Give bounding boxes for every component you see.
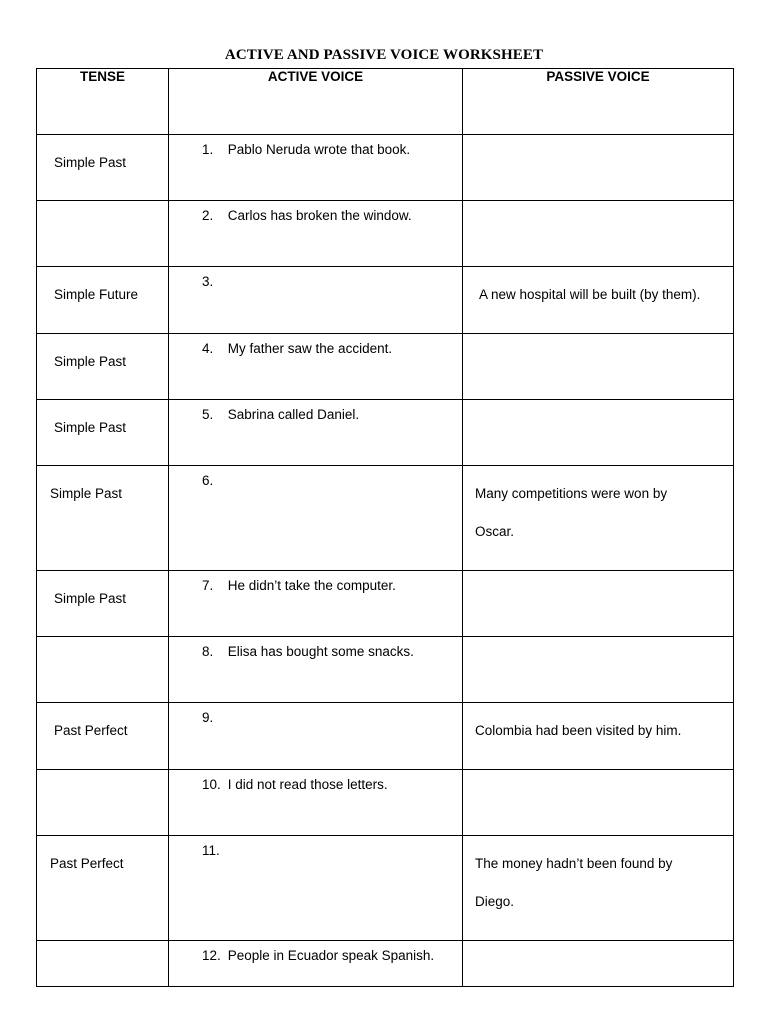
active-cell [169, 334, 463, 400]
passive-cell [463, 466, 734, 571]
tense-text: Simple Past [50, 486, 123, 501]
active-sentence: Elisa has bought some snacks. [227, 644, 414, 659]
passive-sentence [463, 571, 733, 591]
tense-cell [37, 836, 169, 941]
active-sentence: He didn’t take the computer. [227, 578, 396, 593]
item-number: 2. [202, 208, 214, 223]
active-cell [169, 703, 463, 770]
passive-sentence [463, 400, 733, 420]
passive-sentence [463, 637, 733, 657]
header-row [37, 69, 734, 135]
active-cell [169, 466, 463, 571]
passive-sentence: Colombia had been visited by him. [475, 723, 682, 738]
table-row [37, 770, 734, 836]
header-tense: TENSE [37, 69, 169, 135]
active-cell [169, 836, 463, 941]
active-cell [169, 571, 463, 637]
table-row [37, 466, 734, 571]
tense-text: Simple Past [54, 155, 127, 170]
tense-cell [37, 201, 169, 267]
passive-sentence: The money hadn’t been found by Diego. [475, 856, 673, 909]
passive-cell [463, 836, 734, 941]
passive-sentence: A new hospital will be built (by them). [479, 287, 701, 302]
active-cell [169, 267, 463, 334]
passive-sentence [463, 941, 733, 961]
tense-text: Simple Past [54, 591, 127, 606]
active-sentence: Sabrina called Daniel. [227, 407, 360, 422]
tense-cell [37, 770, 169, 836]
tense-text [37, 201, 168, 221]
table-row [37, 637, 734, 703]
passive-cell [463, 703, 734, 770]
item-number: 3. [202, 274, 214, 289]
active-cell [169, 201, 463, 267]
passive-cell [463, 571, 734, 637]
tense-text: Past Perfect [54, 723, 128, 738]
item-number: 1. [202, 142, 214, 157]
passive-cell [463, 400, 734, 466]
tense-cell [37, 703, 169, 770]
worksheet-table [36, 68, 734, 987]
tense-cell [37, 941, 169, 987]
active-cell [169, 637, 463, 703]
item-number: 8. [202, 644, 214, 659]
item-number: 12. [202, 948, 221, 963]
active-sentence: I did not read those letters. [227, 777, 388, 792]
active-cell [169, 770, 463, 836]
tense-text [37, 770, 168, 790]
table-row [37, 267, 734, 334]
active-sentence: Pablo Neruda wrote that book. [227, 142, 411, 157]
active-cell [169, 400, 463, 466]
tense-cell [37, 267, 169, 334]
table-row [37, 135, 734, 201]
item-number: 9. [202, 710, 214, 725]
tense-text [37, 941, 168, 961]
item-number: 10. [202, 777, 221, 792]
table-row [37, 941, 734, 987]
passive-sentence [463, 334, 733, 354]
passive-cell [463, 135, 734, 201]
passive-cell [463, 201, 734, 267]
active-sentence: My father saw the accident. [227, 341, 393, 356]
tense-text: Simple Future [54, 287, 139, 302]
item-number: 11. [202, 843, 220, 858]
item-number: 6. [202, 473, 214, 488]
table-row [37, 201, 734, 267]
tense-cell [37, 135, 169, 201]
passive-sentence: Many competitions were won by Oscar. [475, 486, 668, 539]
passive-cell [463, 941, 734, 987]
tense-cell [37, 334, 169, 400]
passive-cell [463, 637, 734, 703]
tense-text: Simple Past [54, 354, 127, 369]
tense-cell [37, 571, 169, 637]
worksheet-title: ACTIVE AND PASSIVE VOICE WORKSHEET [224, 47, 544, 63]
passive-cell [463, 267, 734, 334]
tense-text: Past Perfect [50, 856, 124, 871]
active-sentence: People in Ecuador speak Spanish. [227, 948, 435, 963]
tense-cell [37, 637, 169, 703]
item-number: 4. [202, 341, 214, 356]
active-cell [169, 941, 463, 987]
header-active-voice: ACTIVE VOICE [169, 69, 463, 135]
item-number: 5. [202, 407, 214, 422]
passive-sentence [463, 135, 733, 155]
table-row [37, 400, 734, 466]
tense-text: Simple Past [54, 420, 127, 435]
active-cell [169, 135, 463, 201]
tense-cell [37, 400, 169, 466]
passive-sentence [463, 201, 733, 221]
table-row [37, 571, 734, 637]
passive-cell [463, 770, 734, 836]
active-sentence: Carlos has broken the window. [227, 208, 412, 223]
table-row [37, 334, 734, 400]
passive-sentence [463, 770, 733, 790]
passive-cell [463, 334, 734, 400]
table-row [37, 836, 734, 941]
tense-text [37, 637, 168, 657]
item-number: 7. [202, 578, 214, 593]
table-row [37, 703, 734, 770]
header-passive-voice: PASSIVE VOICE [463, 69, 734, 135]
tense-cell [37, 466, 169, 571]
